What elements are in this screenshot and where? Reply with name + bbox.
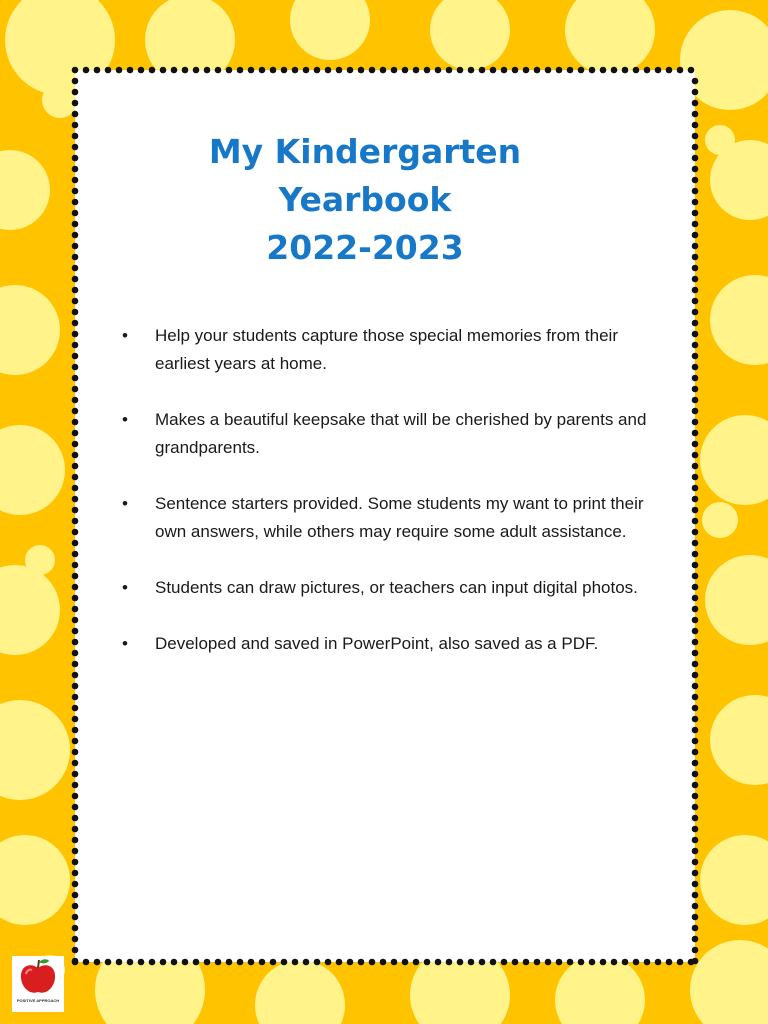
polka-dot bbox=[0, 285, 60, 375]
title-line-3: 2022-2023 bbox=[266, 228, 464, 267]
bullet-marker: • bbox=[122, 494, 128, 513]
polka-dot bbox=[690, 940, 768, 1024]
page-title bbox=[75, 128, 655, 272]
polka-dot bbox=[25, 545, 55, 575]
list-item-text: Developed and saved in PowerPoint, also saved as a PDF. bbox=[155, 634, 599, 653]
title-line-1: My Kindergarten bbox=[208, 132, 522, 171]
polka-dot bbox=[700, 835, 768, 925]
list-item-text: Help your students capture those special memories from their earliest years at home. bbox=[155, 326, 618, 373]
polka-dot bbox=[565, 0, 655, 75]
polka-dot bbox=[290, 0, 370, 60]
polka-dot bbox=[0, 150, 50, 230]
polka-dot bbox=[0, 700, 70, 800]
polka-dot bbox=[42, 82, 78, 118]
polka-dot bbox=[710, 695, 768, 785]
polka-dot bbox=[702, 502, 738, 538]
polka-dot bbox=[700, 415, 768, 505]
publisher-logo bbox=[12, 956, 64, 1012]
bullet-marker: • bbox=[122, 634, 128, 653]
title-line-2: Yearbook bbox=[278, 180, 452, 219]
apple-icon bbox=[12, 956, 64, 998]
polka-dot bbox=[0, 835, 70, 925]
list-item-text: Students can draw pictures, or teachers can input digital photos. bbox=[155, 578, 638, 597]
bullet-marker: • bbox=[122, 326, 128, 345]
list-item bbox=[122, 574, 662, 602]
list-item-text: Makes a beautiful keepsake that will be cherished by parents and grandparents. bbox=[155, 410, 647, 457]
feature-list bbox=[122, 322, 662, 686]
polka-dot bbox=[430, 0, 510, 70]
list-item bbox=[122, 406, 662, 462]
polka-dot bbox=[0, 425, 65, 515]
polka-dot bbox=[555, 955, 645, 1024]
list-item bbox=[122, 630, 662, 658]
polka-dot bbox=[255, 960, 345, 1024]
list-item-text: Sentence starters provided. Some students my want to print their own answers, while others may require some adult assistance. bbox=[155, 494, 644, 541]
logo-text: POSITIVE APPROACH bbox=[16, 998, 60, 1003]
bullet-marker: • bbox=[122, 578, 128, 597]
polka-dot bbox=[710, 275, 768, 365]
polka-dot bbox=[705, 555, 768, 645]
list-item bbox=[122, 490, 662, 546]
polka-dot bbox=[705, 125, 735, 155]
polka-dot bbox=[0, 565, 60, 655]
bullet-marker: • bbox=[122, 410, 128, 429]
list-item bbox=[122, 322, 662, 378]
